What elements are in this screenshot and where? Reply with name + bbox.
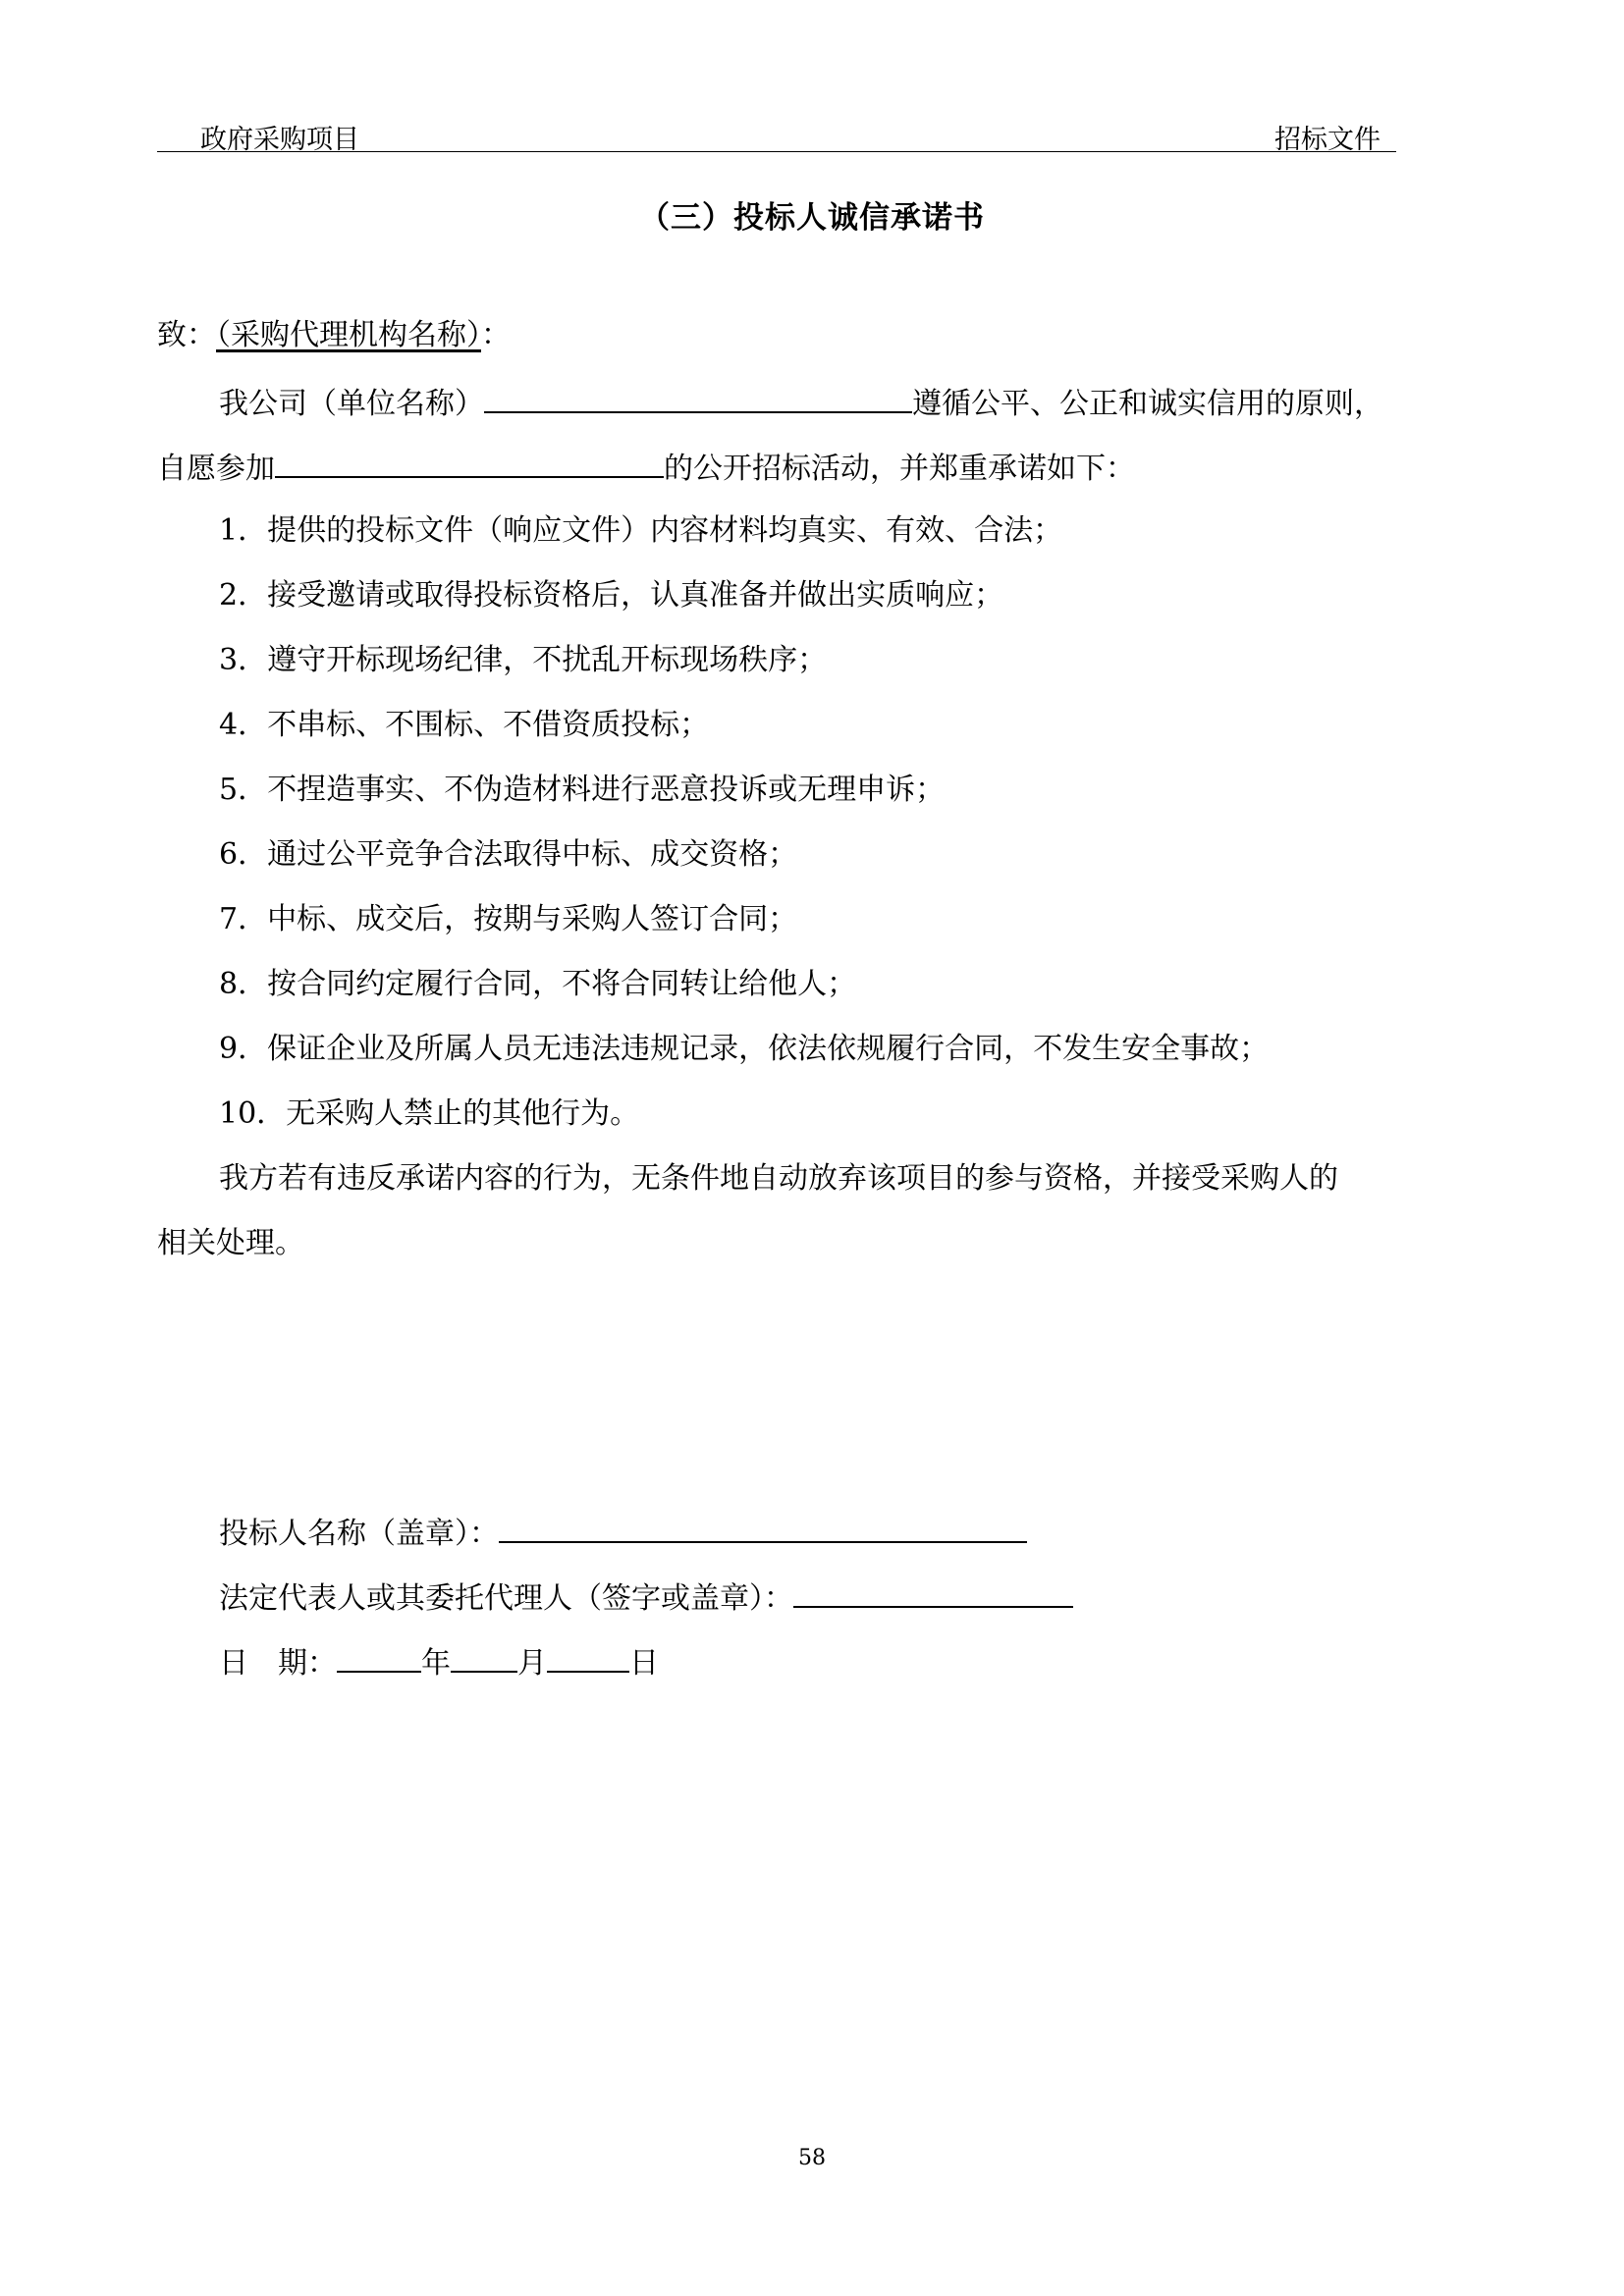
salutation-recipient: （采购代理机构名称） <box>216 318 481 352</box>
representative-label: 法定代表人或其委托代理人（签字或盖章）： <box>219 1581 793 1616</box>
header-document-type: 招标文件 <box>1274 125 1380 155</box>
salutation-suffix: ： <box>481 318 511 352</box>
day-label: 日 <box>629 1646 659 1681</box>
bidder-name-label: 投标人名称（盖章）： <box>219 1517 499 1551</box>
commitment-item: 3．遵守开标现场纪律，不扰乱开标现场秩序； <box>219 643 828 677</box>
intro-line1-before: 我公司（单位名称） <box>219 387 484 421</box>
commitment-item: 1．提供的投标文件（响应文件）内容材料均真实、有效、合法； <box>219 513 1063 548</box>
header-project-type: 政府采购项目 <box>200 125 359 155</box>
commitment-item: 4．不串标、不围标、不借资质投标； <box>219 708 710 742</box>
date-label: 日 期： <box>219 1646 337 1681</box>
salutation-line <box>157 316 511 355</box>
salutation-prefix: 致： <box>157 318 216 352</box>
representative-line <box>219 1576 1073 1619</box>
bidder-name-line <box>219 1512 1027 1554</box>
intro-line-1 <box>219 382 1383 424</box>
year-label: 年 <box>421 1646 451 1681</box>
commitment-item: 5．不捏造事实、不伪造材料进行恶意投诉或无理申诉； <box>219 773 946 807</box>
commitment-item: 9．保证企业及所属人员无违法违规记录，依法依规履行合同，不发生安全事故； <box>219 1032 1270 1066</box>
commitment-item: 6．通过公平竞争合法取得中标、成交资格； <box>219 837 798 872</box>
closing-line-1: 我方若有违反承诺内容的行为，无条件地自动放弃该项目的参与资格，并接受采购人的 <box>219 1161 1338 1196</box>
date-line <box>219 1641 659 1683</box>
commitment-item: 7．中标、成交后，按期与采购人签订合同； <box>219 902 798 936</box>
intro-line-2 <box>157 447 1135 489</box>
month-blank <box>451 1641 517 1673</box>
representative-signature-blank <box>793 1576 1073 1608</box>
project-name-blank <box>275 447 664 478</box>
company-name-blank <box>484 382 912 413</box>
intro-line1-after: 遵循公平、公正和诚实信用的原则， <box>912 387 1383 421</box>
commitment-item: 8．按合同约定履行合同，不将合同转让给他人； <box>219 967 857 1001</box>
intro-line2-after: 的公开招标活动，并郑重承诺如下： <box>664 452 1135 486</box>
page-header <box>157 116 1396 155</box>
document-title: （三）投标人诚信承诺书 <box>639 200 985 236</box>
commitment-item: 2．接受邀请或取得投标资格后，认真准备并做出实质响应； <box>219 578 1004 613</box>
closing-line-2: 相关处理。 <box>157 1226 304 1260</box>
commitment-item: 10．无采购人禁止的其他行为。 <box>219 1096 640 1131</box>
month-label: 月 <box>517 1646 547 1681</box>
day-blank <box>547 1641 629 1673</box>
bidder-name-blank <box>499 1512 1027 1543</box>
page-number: 58 <box>798 2146 826 2170</box>
intro-line2-before: 自愿参加 <box>157 452 275 486</box>
year-blank <box>337 1641 421 1673</box>
